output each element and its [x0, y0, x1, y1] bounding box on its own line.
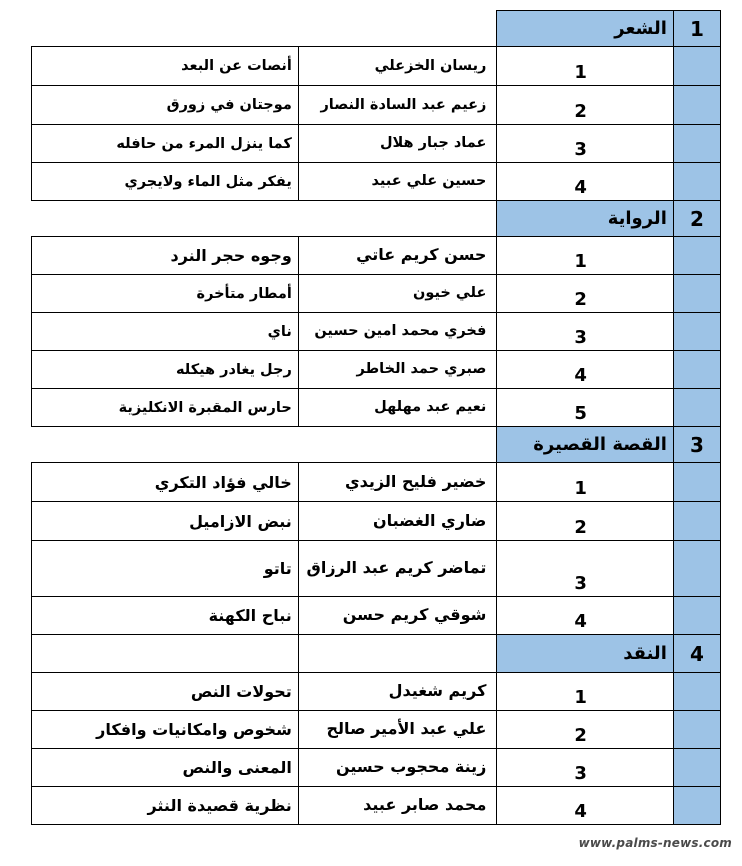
section-rank: 3 — [673, 427, 720, 463]
book-title: نظرية قصيدة النثر — [32, 787, 299, 825]
table-row — [32, 541, 721, 597]
section-title: الرواية — [497, 201, 674, 237]
table-row — [32, 163, 721, 201]
section-rank: 1 — [673, 11, 720, 47]
author-name: كريم شغيدل — [298, 673, 497, 711]
book-title: يفكر مثل الماء ولايجري — [32, 163, 299, 201]
section-rank: 4 — [673, 635, 720, 673]
table-row — [32, 749, 721, 787]
entry-number: 4 — [497, 351, 674, 389]
author-name: تماضر كريم عبد الرزاق — [298, 541, 497, 597]
author-name: علي خيون — [298, 275, 497, 313]
section-title: النقد — [497, 635, 674, 673]
author-name: نعيم عبد مهلهل — [298, 389, 497, 427]
author-name: فخري محمد امين حسين — [298, 313, 497, 351]
book-title: أنصات عن البعد — [32, 47, 299, 86]
table-row — [32, 787, 721, 825]
table-row — [32, 463, 721, 502]
watermark: www.palms-news.com — [578, 836, 732, 850]
table-row — [32, 47, 721, 86]
entry-number: 2 — [497, 86, 674, 125]
book-title: ناي — [32, 313, 299, 351]
author-name: صبري حمد الخاطر — [298, 351, 497, 389]
book-title: تاتو — [32, 541, 299, 597]
author-name: عماد جبار هلال — [298, 125, 497, 163]
author-name: ريسان الخزعلي — [298, 47, 497, 86]
book-title: كما ينزل المرء من حافله — [32, 125, 299, 163]
table-row — [32, 502, 721, 541]
entry-number: 4 — [497, 597, 674, 635]
book-title: خالي فؤاد التكري — [32, 463, 299, 502]
author-name: حسين علي عبيد — [298, 163, 497, 201]
author-name: زعيم عبد السادة النصار — [298, 86, 497, 125]
entry-number: 1 — [497, 673, 674, 711]
book-title: موجتان في زورق — [32, 86, 299, 125]
entry-number: 2 — [497, 711, 674, 749]
table-row — [32, 125, 721, 163]
entry-number: 1 — [497, 47, 674, 86]
section-header-row — [32, 427, 721, 463]
book-title: المعنى والنص — [32, 749, 299, 787]
section-header-row — [32, 635, 721, 673]
entry-number: 1 — [497, 463, 674, 502]
table-row — [32, 597, 721, 635]
entry-number: 5 — [497, 389, 674, 427]
book-title: وجوه حجر النرد — [32, 237, 299, 275]
entry-number: 2 — [497, 275, 674, 313]
author-name: محمد صابر عبيد — [298, 787, 497, 825]
table-row — [32, 351, 721, 389]
table-row — [32, 237, 721, 275]
entry-number: 3 — [497, 749, 674, 787]
entry-number: 3 — [497, 541, 674, 597]
author-name: خضير فليح الزيدي — [298, 463, 497, 502]
book-title: رجل يغادر هيكله — [32, 351, 299, 389]
table-row — [32, 86, 721, 125]
section-header-row — [32, 11, 721, 47]
table-row — [32, 313, 721, 351]
entry-number: 1 — [497, 237, 674, 275]
entry-number: 3 — [497, 125, 674, 163]
book-title: أمطار متأخرة — [32, 275, 299, 313]
book-title: نبض الازاميل — [32, 502, 299, 541]
entry-number: 4 — [497, 163, 674, 201]
author-name: ضاري الغضبان — [298, 502, 497, 541]
book-title: شخوص وامكانيات وافكار — [32, 711, 299, 749]
book-title: تحولات النص — [32, 673, 299, 711]
table-row — [32, 275, 721, 313]
table-row — [32, 711, 721, 749]
table-row — [32, 389, 721, 427]
section-header-row — [32, 201, 721, 237]
entry-number: 3 — [497, 313, 674, 351]
entry-number: 4 — [497, 787, 674, 825]
book-title: نباح الكهنة — [32, 597, 299, 635]
author-name: زينة محجوب حسين — [298, 749, 497, 787]
book-title: حارس المقبرة الانكليزية — [32, 389, 299, 427]
section-title: الشعر — [497, 11, 674, 47]
entry-number: 2 — [497, 502, 674, 541]
section-title: القصة القصيرة — [497, 427, 674, 463]
awards-table — [31, 10, 721, 825]
author-name: شوقي كريم حسن — [298, 597, 497, 635]
section-rank: 2 — [673, 201, 720, 237]
author-name: حسن كريم عاتي — [298, 237, 497, 275]
author-name: علي عبد الأمير صالح — [298, 711, 497, 749]
table-row — [32, 673, 721, 711]
